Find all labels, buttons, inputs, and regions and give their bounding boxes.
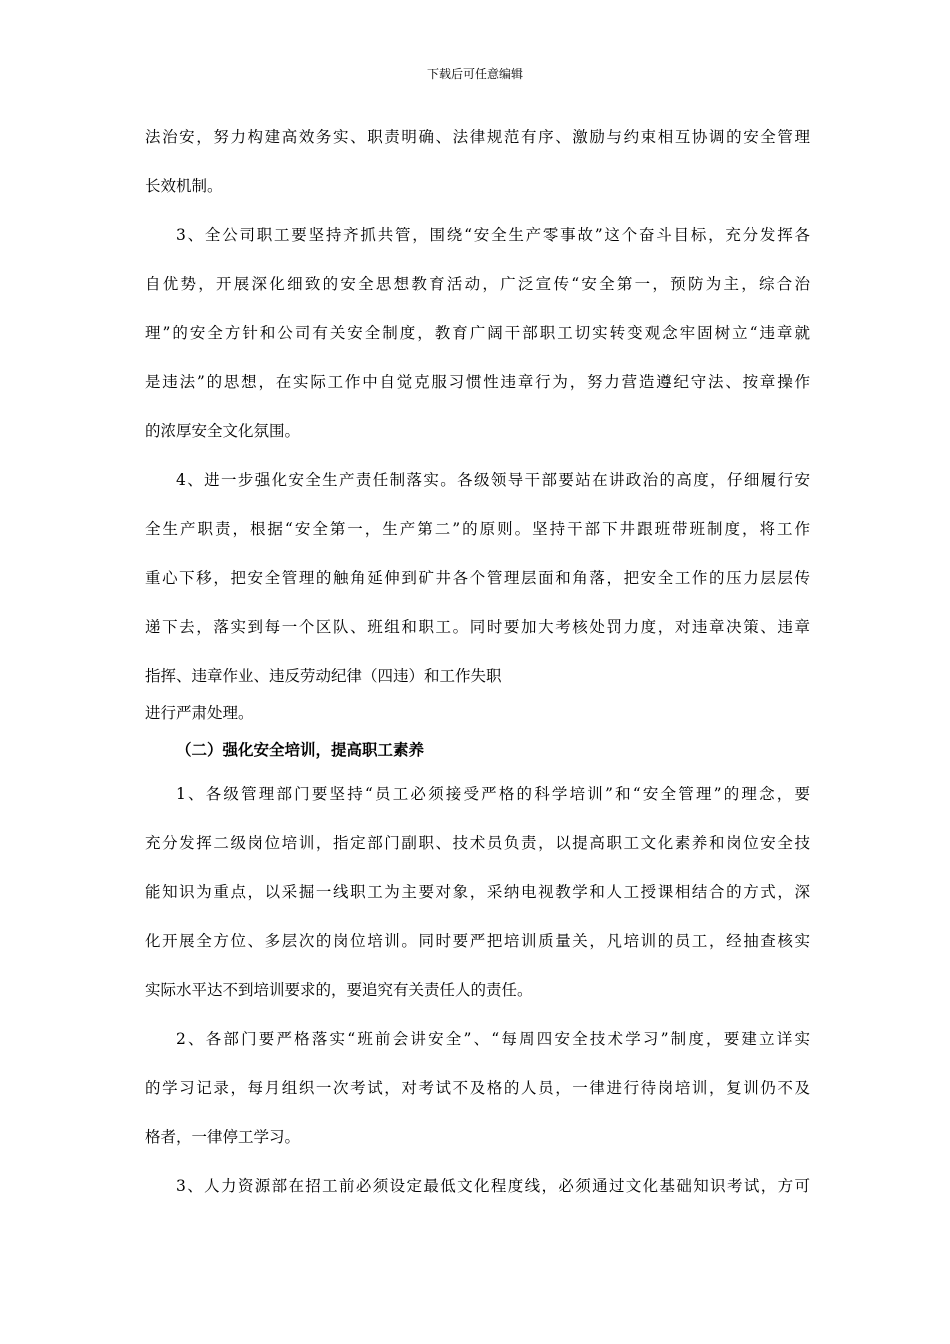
text-line: 理”的安全方针和公司有关安全制度，教育广阔干部职工切实转变观念牢固树立“违章就: [145, 324, 810, 342]
document-body: [145, 124, 810, 1222]
text-line: 的学习记录，每月组织一次考试，对考试不及格的人员，一律进行待岗培训，复训仍不及: [145, 1079, 810, 1097]
paragraph-start-line: 4、进一步强化安全生产责任制落实。各级领导干部要站在讲政治的高度，仔细履行安: [176, 471, 810, 489]
text-line: 指挥、违章作业、违反劳动纪律（四违）和工作失职: [145, 667, 502, 685]
text-line: 化开展全方位、多层次的岗位培训。同时要严把培训质量关，凡培训的员工，经抽查核实: [145, 932, 810, 950]
text-line: 进行严肃处理。: [145, 704, 254, 722]
text-line: 是违法”的思想，在实际工作中自觉克服习惯性违章行为，努力营造遵纪守法、按章操作: [145, 373, 810, 391]
text-line: 格者，一律停工学习。: [145, 1128, 301, 1146]
text-line: 充分发挥二级岗位培训，指定部门副职、技术员负责，以提高职工文化素养和岗位安全技: [145, 834, 810, 852]
paragraph-start-line: 3、人力资源部在招工前必须设定最低文化程度线，必须通过文化基础知识考试，方可: [176, 1177, 810, 1195]
paragraph-start-line: 1、各级管理部门要坚持“员工必须接受严格的科学培训”和“安全管理”的理念，要: [176, 785, 810, 803]
paragraph-start-line: 2、各部门要严格落实“班前会讲安全”、“每周四安全技术学习”制度，要建立详实: [176, 1030, 810, 1048]
text-line: 全生产职责，根据“安全第一，生产第二”的原则。坚持干部下井跟班带班制度，将工作: [145, 520, 810, 538]
text-line: 自优势，开展深化细致的安全思想教育活动，广泛宣传“安全第一，预防为主，综合治: [145, 275, 810, 293]
text-line: 能知识为重点，以采掘一线职工为主要对象，采纳电视教学和人工授课相结合的方式，深: [145, 883, 810, 901]
text-line: 长效机制。: [145, 177, 223, 195]
text-line: 重心下移，把安全管理的触角延伸到矿井各个管理层面和角落，把安全工作的压力层层传: [145, 569, 810, 587]
text-line: 的浓厚安全文化氛围。: [145, 422, 301, 440]
text-line: 法治安，努力构建高效务实、职责明确、法律规范有序、激励与约束相互协调的安全管理: [145, 128, 810, 146]
text-line: 实际水平达不到培训要求的，要追究有关责任人的责任。: [145, 981, 533, 999]
paragraph-start-line: 3、全公司职工要坚持齐抓共管，围绕“安全生产零事故”这个奋斗目标，充分发挥各: [176, 226, 810, 244]
section-heading: （二）强化安全培训，提高职工素养: [176, 740, 425, 759]
page-header-note: 下载后可任意编辑: [426, 67, 523, 81]
text-line: 递下去，落实到每一个区队、班组和职工。同时要加大考核处罚力度，对违章决策、违章: [145, 618, 810, 636]
